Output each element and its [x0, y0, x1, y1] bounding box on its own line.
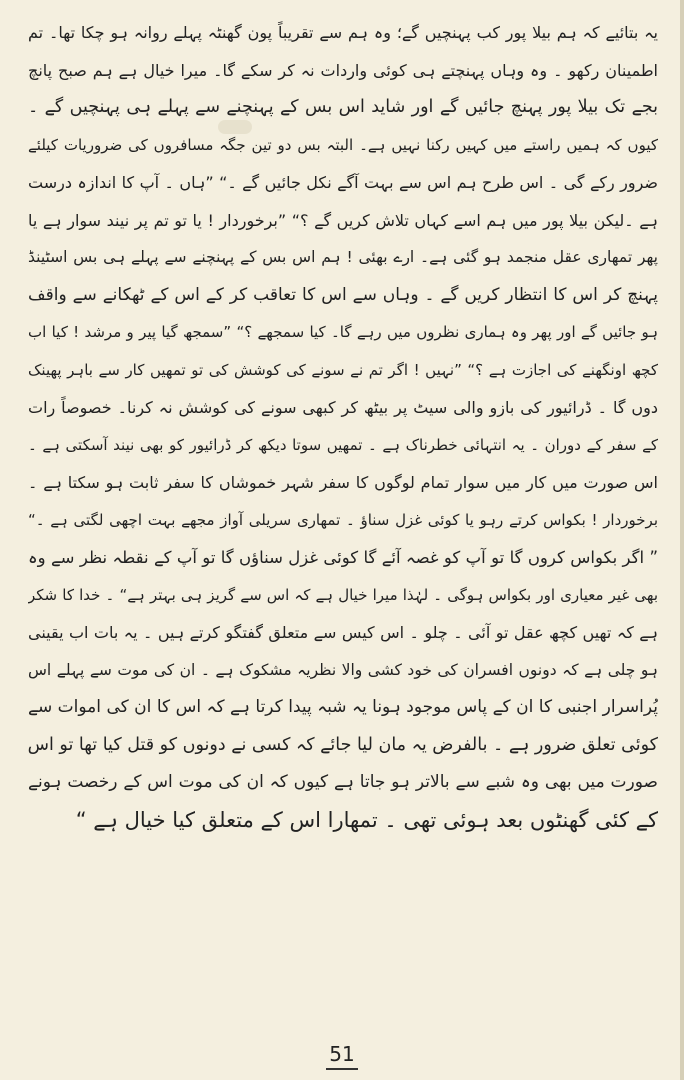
text-line-4: کیوں کہ ہمیں راستے میں کہیں رکنا نہیں ہے۔ البتہ بس دو تین جگہ مسافروں کی ضروریات کیلئے [28, 135, 658, 154]
text-line-15: ” اگر بکواس کروں گا تو آپ کو غصہ آئے گا کوئی غزل سناؤں گا تو آپ کے نقطہ نظر سے وہ [28, 548, 658, 567]
text-line-18: ہو چلی ہے کہ دونوں افسران کی خود کشی والا نظریہ مشکوک ہے ۔ ان کی موت سے پہلے اس [28, 660, 658, 679]
scan-edge [680, 0, 684, 1080]
page-number-underline [326, 1068, 358, 1070]
text-line-14: برخوردار ! بکواس کرتے رہو یا کوئی غزل سناؤ ۔ تمھاری سریلی آواز مجھے بہت اچھی لگتی ہے ۔“ [28, 510, 658, 529]
text-line-6: ہے ۔لیکن بیلا پور میں ہم اسے کہاں تلاش کریں گے ؟“ ”برخوردار ! یا تو تم پر نیند سوار ہے یا [28, 210, 658, 230]
text-line-17: ہے کہ تھیں کچھ عقل تو آئی ۔ چلو ۔ اس کیس سے متعلق گفتگو کرتے ہیں ۔ یہ بات اب یقینی [28, 623, 658, 642]
text-line-1: یہ بتائیے کہ ہم بیلا پور کب پہنچیں گے؛ وہ ہم سے تقریباً پون گھنٹہ پہلے روانہ ہو چکا تھا۔ تم [28, 23, 658, 42]
text-line-10: کچھ اونگھنے کی اجازت ہے ؟“ ”نہیں ! اگر تم نے سونے کی کوشش کی تو تمھیں کار سے باہر پھینک [28, 360, 658, 379]
page-number: 51 [329, 1042, 355, 1066]
text-line-5: ضرور رکے گی ۔ اس طرح ہم اس سے بہت آگے نکل جائیں گے ۔“ ”ہاں ۔ آپ کا اندازہ درست [28, 173, 658, 192]
text-line-9: ہو جائیں گے اور پھر وہ ہماری نظروں میں رہے گا۔ کیا سمجھے ؟“ ”سمجھ گیا پیر و مرشد ! کیا اب [28, 323, 658, 341]
body-text [28, 14, 658, 839]
text-line-3: بجے تک بیلا پور پہنچ جائیں گے اور شاید اس بس کے پہنچنے سے پہلے ہی پہنچیں گے ۔ [28, 97, 658, 117]
text-line-22: کے کئی گھنٹوں بعد ہوئی تھی ۔ تمھارا اس کے متعلق کیا خیال ہے “ [75, 807, 658, 832]
text-line-2: اطمینان رکھو ۔ وہ وہاں پہنچتے ہی کوئی واردات نہ کر سکے گا۔ میرا خیال ہے ہم صبح پانچ [28, 60, 658, 80]
text-line-20: کوئی تعلق ضرور ہے ۔ بالفرض یہ مان لیا جائے کہ کسی نے دونوں کو قتل کیا تھا تو اس [28, 734, 658, 755]
text-line-16: بھی غیر معیاری اور بکواس ہوگی ۔ لہٰذا میرا خیال ہے کہ اس سے گریز ہی بہتر ہے“ ۔ خدا کا شکر [28, 585, 658, 604]
text-line-8: پہنچ کر اس کا انتظار کریں گے ۔ وہاں سے اس کا تعاقب کر کے اس کے ٹھکانے سے واقف [28, 284, 658, 305]
text-line-11: دوں گا ۔ ڈرائیور کی بازو والی سیٹ پر بیٹھ کر کبھی سونے کی کوشش نہ کرنا۔ خصوصاً رات [28, 398, 658, 417]
text-line-19: پُراسرار اجنبی کا ان کے پاس موجود ہونا یہ شبہ پیدا کرتا ہے کہ اس کا ان کی اموات سے [28, 697, 658, 717]
text-line-7: پھر تمھاری عقل منجمد ہو گئی ہے۔ ارے بھئی ! ہم اس بس کے پہنچنے سے پہلے ہی بس اسٹینڈ [28, 248, 658, 266]
text-line-12: کے سفر کے دوران ۔ یہ انتہائی خطرناک ہے ۔ تمھیں سوتا دیکھ کر ڈرائیور کو بھی نیند آسکتی ہے ۔ [28, 435, 658, 454]
text-line-21: صورت میں بھی وہ شبے سے بالاتر ہو جاتا ہے کیوں کہ ان کی موت اس کے رخصت ہونے [28, 772, 658, 792]
text-line-13: اس صورت میں کار میں سوار تمام لوگوں کا سفر شہر خموشاں کا سفر ثابت ہو سکتا ہے ۔ [28, 473, 658, 492]
